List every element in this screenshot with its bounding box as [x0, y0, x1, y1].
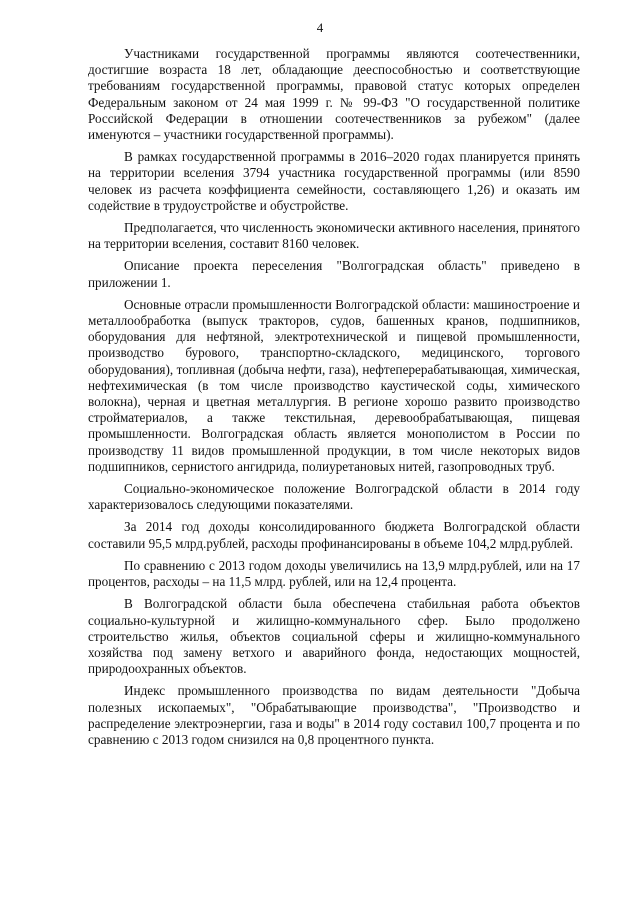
paragraph-socioeconomic: Социально-экономическое положение Волгоградской области в 2014 году характеризовалось следующими показателями. [88, 481, 580, 513]
paragraph-project-description: Описание проекта переселения "Волгоградская область" приведено в приложении 1. [88, 258, 580, 290]
page-number: 4 [316, 20, 324, 35]
paragraph-industrial-index: Индекс промышленного производства по видам деятельности "Добыча полезных ископаемых", "Обрабатывающие производства", "Производство и распределение электроэнергии, газа и воды" в 2014 году составил 100,7 процента и по сравнению с 2013 годом снизился на 0,8 процентного пункта. [88, 683, 580, 747]
paragraph-participants: Участниками государственной программы являются соотечественники, достигшие возраста 18 лет, обладающие дееспособностью и соответствующие требованиям государственной программы, правовой статус которых определен Федеральным законом от 24 мая 1999 г. № 99-ФЗ "О государственной политике Российской Федерации в отношении соотечественников за рубежом" (далее именуются – участники государственной программы). [88, 46, 580, 143]
paragraph-resettlement-plan: В рамках государственной программы в 2016–2020 годах планируется принять на территории вселения 3794 участника государственной программы (или 8590 человек из расчета коэффициента семейности, составляющего 1,26) и оказать им содействие в трудоустройстве и обустройстве. [88, 149, 580, 213]
paragraph-active-population: Предполагается, что численность экономически активного населения, принятого на территории вселения, составит 8160 человек. [88, 220, 580, 252]
paragraph-comparison: По сравнению с 2013 годом доходы увеличились на 13,9 млрд.рублей, или на 17 процентов, расходы – на 11,5 млрд. рублей, или на 12,4 процента. [88, 557, 580, 590]
paragraph-housing: В Волгоградской области была обеспечена стабильная работа объектов социально-культурной и жилищно-коммунального сфер. Было продолжено строительство жилья, объектов социальной сферы и жилищно-коммунального хозяйства под замену ветхого и аварийного фонда, недостающих мощностей, природоохранных объектов. [88, 596, 580, 677]
paragraph-budget: За 2014 год доходы консолидированного бюджета Волгоградской области составили 95,5 млрд.рублей, расходы профинансированы в объеме 104,2 млрд.рублей. [88, 519, 580, 551]
document-body [88, 46, 580, 754]
paragraph-industries: Основные отрасли промышленности Волгоградской области: машиностроение и металлообработка (выпуск тракторов, судов, башенных кранов, подшипников, оборудования для нефтяной, электротехнической и пищевой промышленности, производство бурового, транспортно-складского, медицинского, торгового оборудования), топливная (добыча нефти, газа), нефтеперерабатывающая, химическая, нефтехимическая (в том числе производство каустической соды, химического волокна), черная и цветная металлургия. В регионе хорошо развито производство стройматериалов, а также текстильная, деревообрабатывающая, пищевая промышленности. Волгоградская область является монополистом в России по производству 11 видов промышленной продукции, в том числе некоторых видов подшипников, сернистого ангидрида, полиуретановых нитей, газопроводных труб. [88, 296, 580, 474]
